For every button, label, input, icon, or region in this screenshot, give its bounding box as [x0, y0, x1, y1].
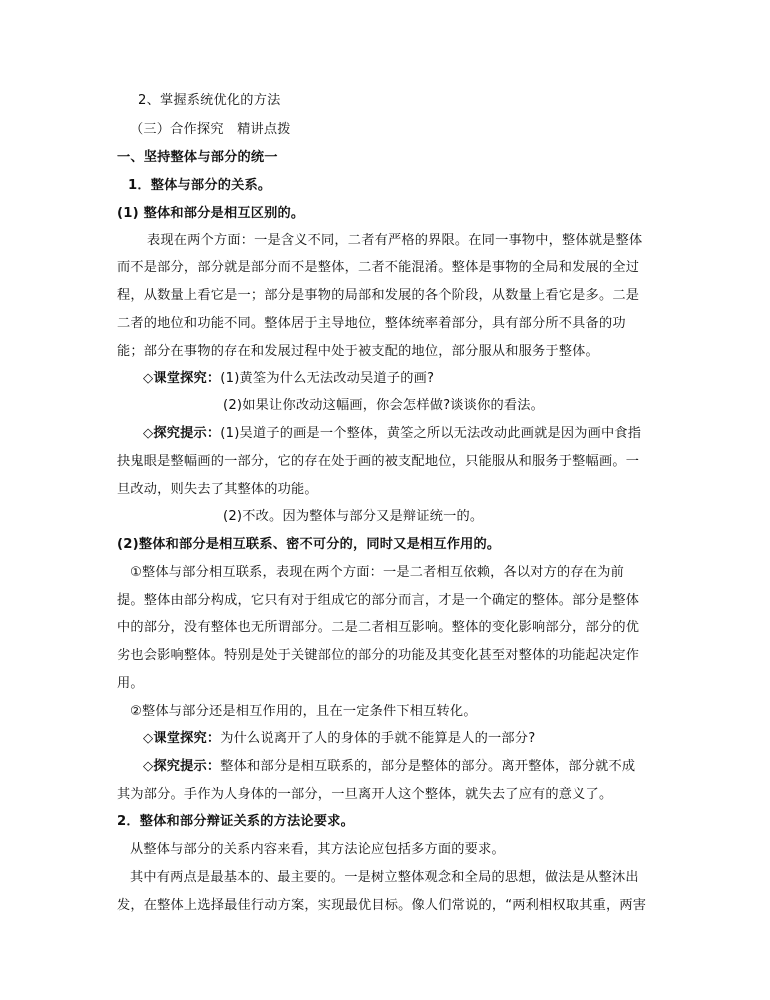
paragraph-line: 程，从数量上看它是一；部分是事物的局部和发展的各个阶段，从数量上看它是多。二是	[117, 288, 640, 303]
paragraph-line: ①整体与部分相互联系，表现在两个方面：一是二者相互依赖，各以对方的存在为前	[130, 565, 624, 580]
hint-line	[143, 426, 641, 442]
paragraph-line: 用。	[117, 676, 144, 691]
paragraph-line: 表现在两个方面：一是含义不同，二者有严格的界限。在同一事物中，整体就是整体	[147, 233, 643, 248]
inquiry-line: (2)如果让你改动这幅画，你会怎样做?谈谈你的看法。	[223, 398, 545, 413]
paragraph-line: 能；部分在事物的存在和发展过程中处于被支配的地位，部分服从和服务于整体。	[117, 344, 599, 359]
hint-text: 整体和部分是相互联系的，部分是整体的部分。离开整体，部分就不成	[220, 759, 636, 774]
section-heading: （三）合作探究 精讲点拨	[130, 122, 291, 137]
paragraph-line: 旦改动，则失去了其整体的功能。	[117, 482, 318, 497]
paragraph-line: 其为部分。手作为人身体的一部分，一旦离开人这个整体，就失去了应有的意义了。	[117, 787, 613, 802]
text-line: 2、掌握系统优化的方法	[138, 93, 281, 108]
inquiry-label: ◇课堂探究：	[143, 371, 221, 386]
subsection-heading: (1) 整体和部分是相互区别的。	[117, 206, 305, 221]
paragraph-line: 从整体与部分的关系内容来看，其方法论应包括多方面的要求。	[130, 842, 505, 857]
paragraph-line: 发，在整体上选择最佳行动方案，实现最优目标。像人们常说的，“两利相权取其重，两害	[117, 898, 647, 913]
hint-line	[143, 759, 635, 775]
paragraph-line: (2)不改。因为整体与部分又是辩证统一的。	[223, 509, 484, 524]
paragraph-line: 劣也会影响整体。特别是处于关键部位的部分的功能及其变化甚至对整体的功能起决定作	[117, 648, 640, 663]
subsection-heading: 2．整体和部分辩证关系的方法论要求。	[117, 814, 354, 829]
paragraph-line: ②整体与部分还是相互作用的，且在一定条件下相互转化。	[130, 704, 477, 719]
subsection-heading: 1．整体与部分的关系。	[128, 178, 272, 193]
subsection-heading: (2)整体和部分是相互联系、密不可分的，同时又是相互作用的。	[117, 537, 501, 552]
hint-label: ◇探究提示：	[143, 426, 221, 441]
inquiry-line	[143, 731, 535, 747]
paragraph-line: 抉鬼眼是整幅画的一部分，它的存在处于画的被支配地位，只能服从和服务于整幅画。一	[117, 454, 640, 469]
inquiry-line	[143, 371, 434, 387]
paragraph-line: 提。整体由部分构成，它只有对于组成它的部分而言，才是一个确定的整体。部分是整体	[117, 593, 640, 608]
hint-text: (1)吴道子的画是一个整体，黄筌之所以无法改动此画就是因为画中食指	[220, 426, 642, 441]
inquiry-label: ◇课堂探究：	[143, 731, 221, 746]
paragraph-line: 二者的地位和功能不同。整体居于主导地位，整体统率着部分，具有部分所不具备的功	[117, 316, 626, 331]
paragraph-line: 其中有两点是最基本的、最主要的。一是树立整体观念和全局的思想，做法是从整沐出	[130, 870, 639, 885]
section-heading: 一、坚持整体与部分的统一	[117, 150, 278, 165]
paragraph-line: 中的部分，没有整体也无所谓部分。二是二者相互影响。整体的变化影响部分，部分的优	[117, 620, 640, 635]
inquiry-text: 为什么说离开了人的身体的手就不能算是人的一部分?	[220, 731, 536, 746]
inquiry-text: (1)黄筌为什么无法改动吴道子的画?	[220, 371, 435, 386]
paragraph-line: 而不是部分，部分就是部分而不是整体，二者不能混淆。整体是事物的全局和发展的全过	[117, 260, 640, 275]
hint-label: ◇探究提示：	[143, 759, 221, 774]
